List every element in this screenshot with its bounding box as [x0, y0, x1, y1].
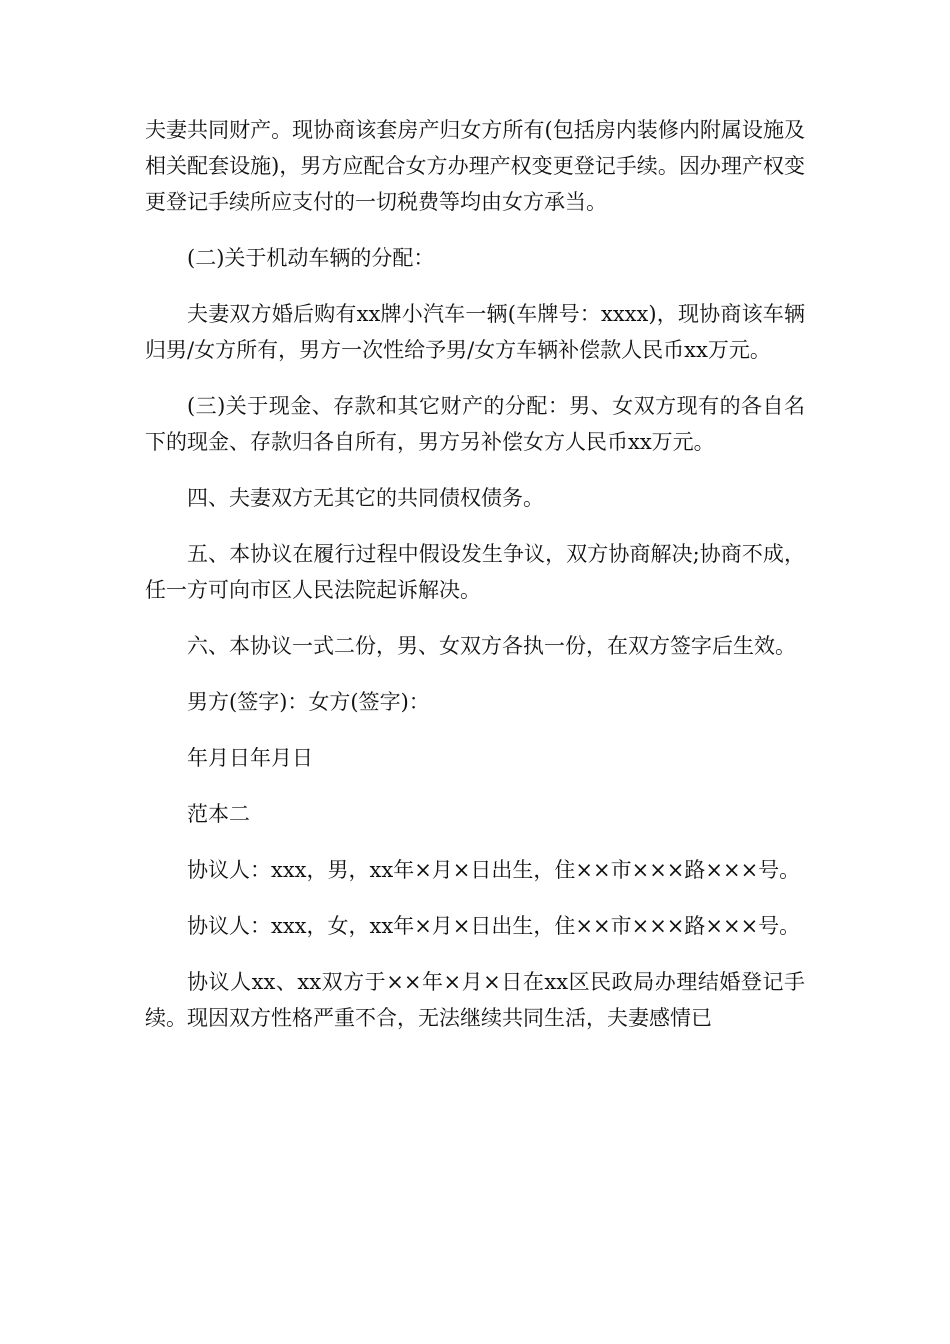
paragraph-signatures: 男方(签字)：女方(签字)：	[187, 690, 430, 714]
paragraph-vehicle-details: 夫妻双方婚后购有xx牌小汽车一辆(车牌号：xxxx)，现协商该车辆归男/女方所有，男方一次性给予男/女方车辆补偿款人民币xx万元。	[145, 302, 805, 362]
paragraph-vehicle-heading: (二)关于机动车辆的分配：	[187, 246, 435, 270]
paragraph-copies: 六、本协议一式二份，男、女双方各执一份，在双方签字后生效。	[187, 634, 796, 658]
paragraph-disputes: 五、本协议在履行过程中假设发生争议，双方协商解决;协商不成，任一方可向市区人民法院起诉解决。	[145, 542, 805, 602]
paragraph-marriage-registration: 协议人xx、xx双方于××年×月×日在xx区民政局办理结婚登记手续。现因双方性格严重不合，无法继续共同生活，夫妻感情已	[145, 970, 805, 1030]
paragraph-no-debts: 四、夫妻双方无其它的共同债权债务。	[187, 486, 544, 510]
document-body	[145, 112, 805, 1056]
paragraph-dates: 年月日年月日	[187, 746, 313, 770]
paragraph-cash-deposits: (三)关于现金、存款和其它财产的分配：男、女双方现有的各自名下的现金、存款归各自所有，男方另补偿女方人民币xx万元。	[145, 394, 805, 454]
section-title-template-two: 范本二	[187, 802, 250, 826]
paragraph-party-female: 协议人：xxx，女，xx年×月×日出生，住××市×××路×××号。	[187, 914, 801, 938]
paragraph-party-male: 协议人：xxx，男，xx年×月×日出生，住××市×××路×××号。	[187, 858, 801, 882]
paragraph-property-house: 夫妻共同财产。现协商该套房产归女方所有(包括房内装修内附属设施及相关配套设施)，男方应配合女方办理产权变更登记手续。因办理产权变更登记手续所应支付的一切税费等均由女方承当。	[145, 118, 805, 214]
